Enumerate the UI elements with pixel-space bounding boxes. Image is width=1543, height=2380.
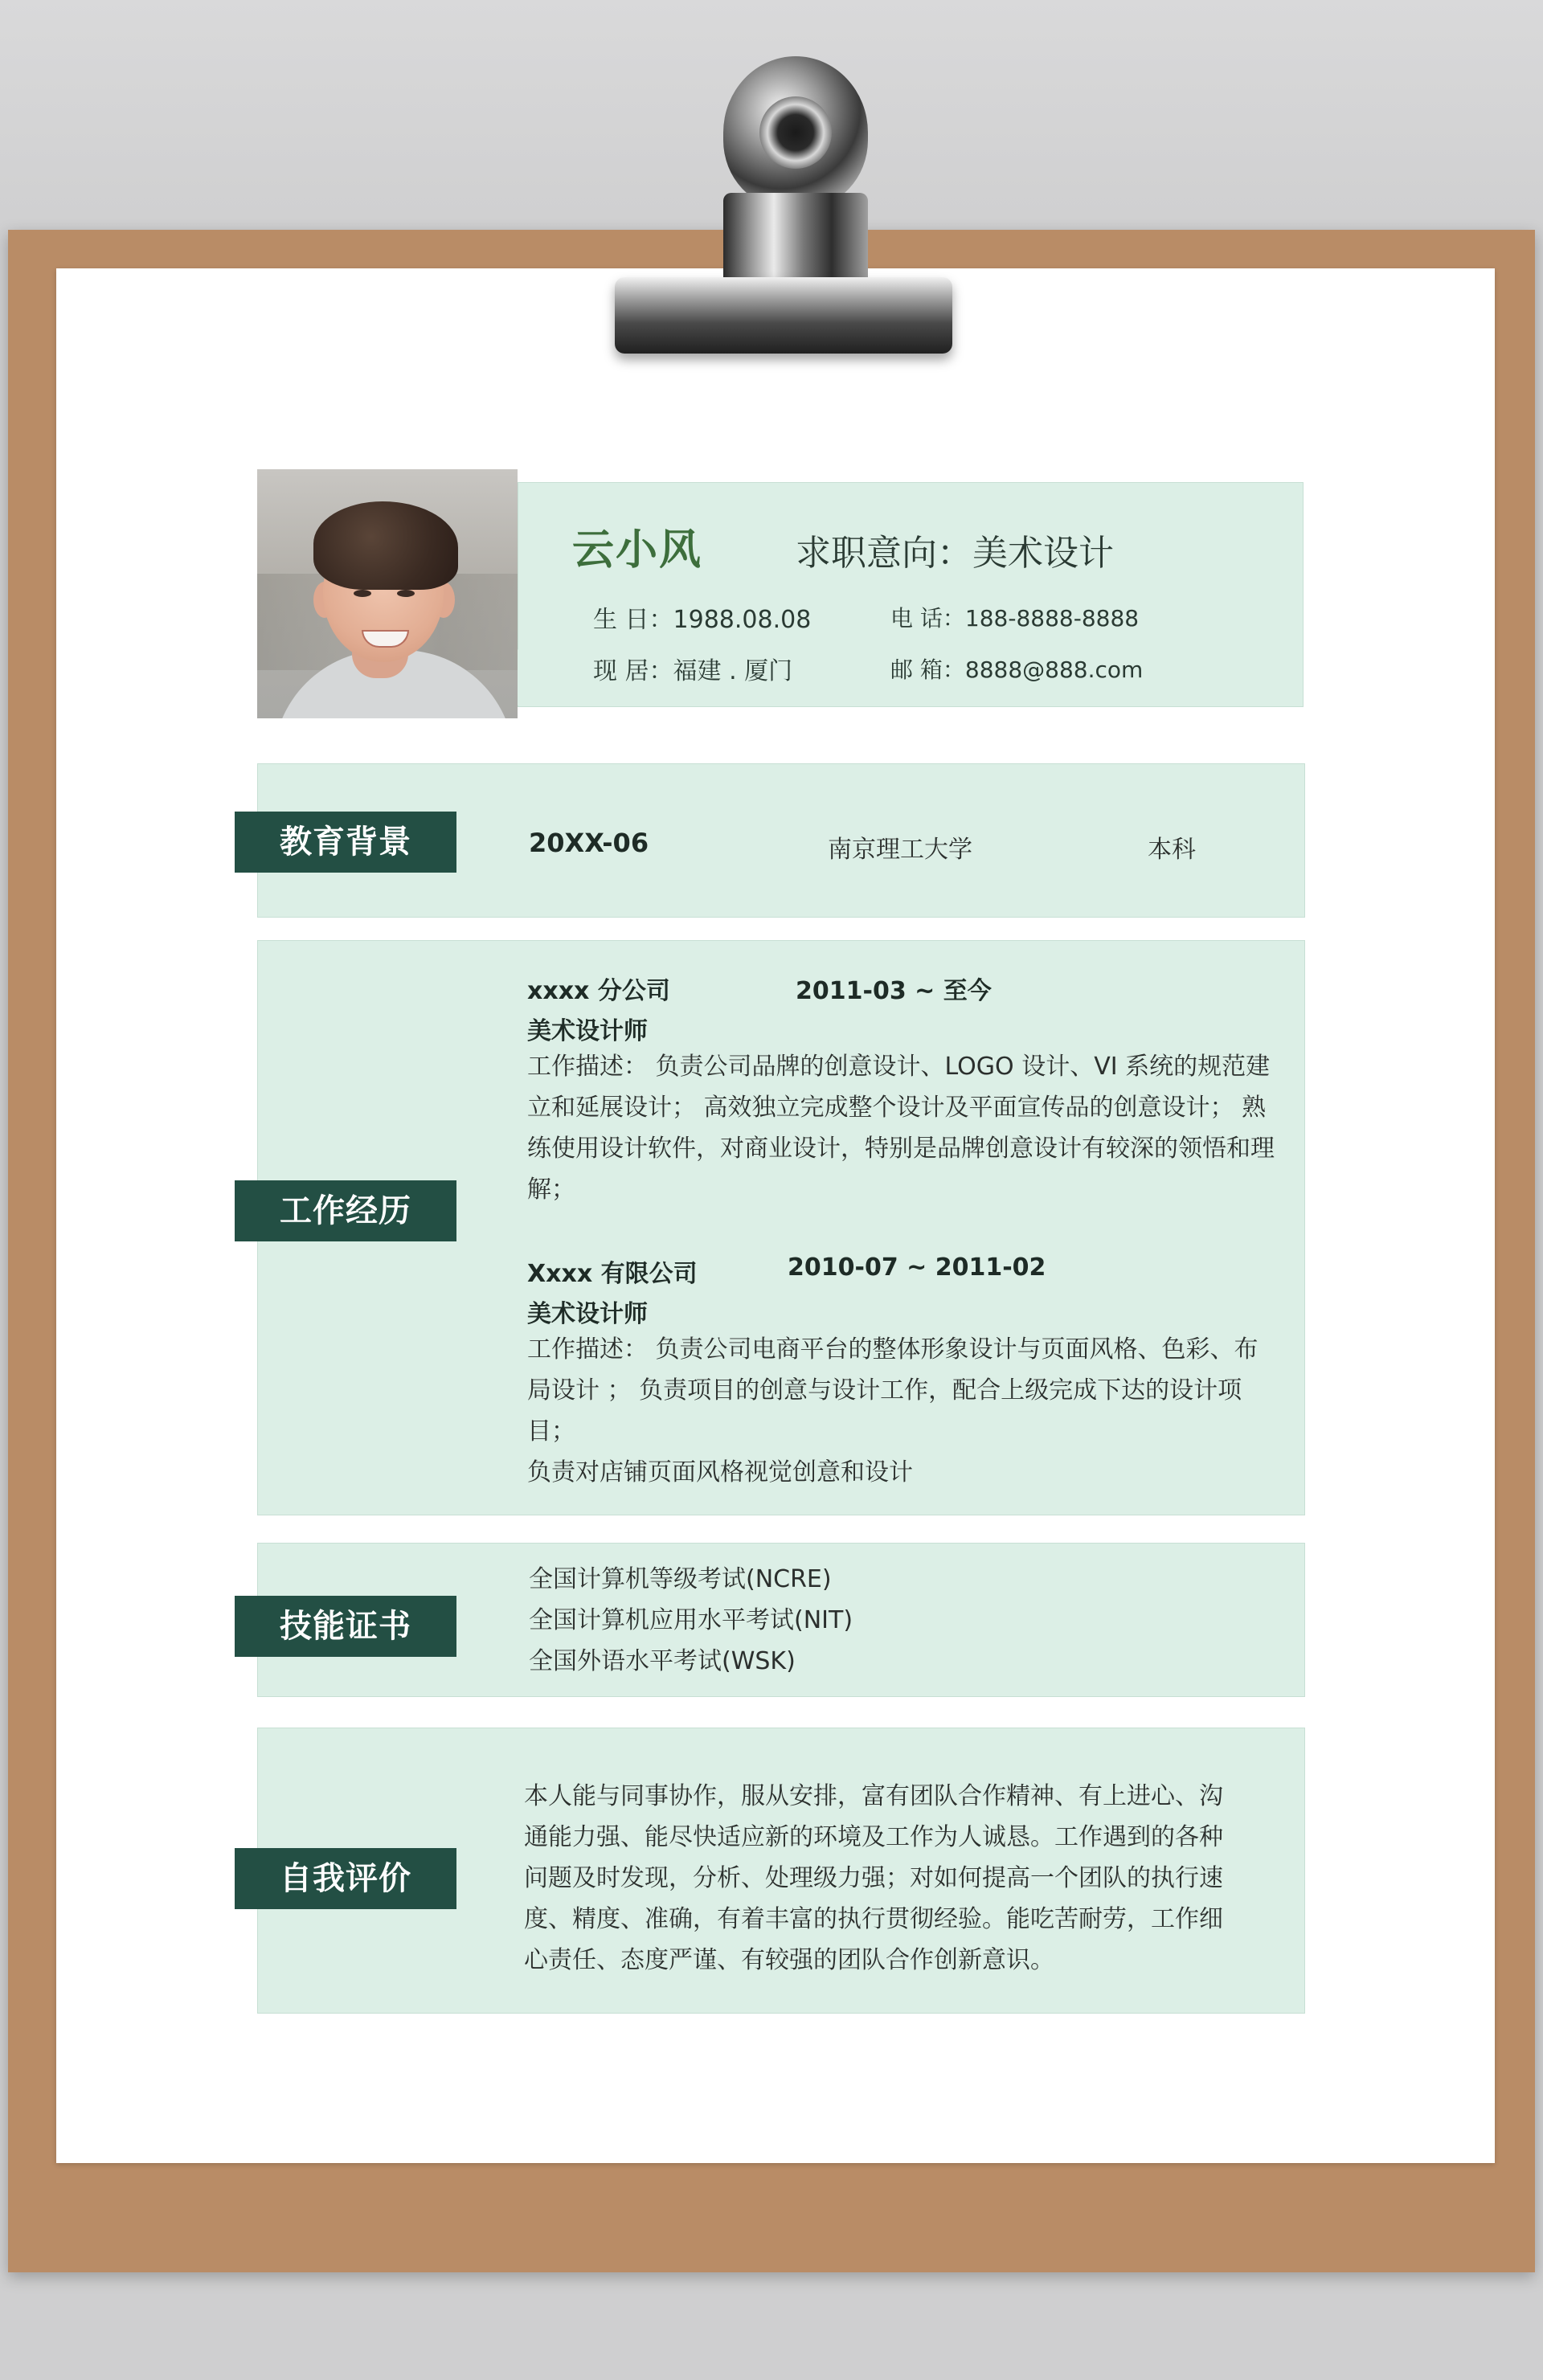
job-period: 2010-07 ~ 2011-02 — [788, 1253, 1046, 1282]
birth-label: 生 日： — [593, 606, 673, 634]
email-info — [890, 652, 1143, 685]
skill-item: 全国计算机等级考试(NCRE) — [529, 1565, 832, 1593]
job-period: 2011-03 ~ 至今 — [796, 977, 992, 1005]
job-company: xxxx 分公司 — [527, 977, 670, 1005]
self-eval-line: 问题及时发现，分析、处理级力强；对如何提高一个团队的执行速 — [524, 1864, 1223, 1892]
self-eval-line: 度、精度、准确，有着丰富的执行贯彻经验。能吃苦耐劳，工作细 — [524, 1905, 1223, 1933]
self-eval-line: 心责任、态度严谨、有较强的团队合作创新意识。 — [524, 1946, 1054, 1974]
education-date: 20XX-06 — [529, 828, 649, 858]
skill-item: 全国外语水平考试(WSK) — [529, 1647, 796, 1675]
residence-info — [593, 651, 792, 686]
job-description-line: 负责对店铺页面风格视觉创意和设计 — [527, 1458, 913, 1486]
education-tag: 教育背景 — [235, 812, 456, 873]
job-title: 美术设计师 — [527, 1300, 648, 1328]
birth-value: 1988.08.08 — [673, 606, 812, 634]
binder-clip — [579, 48, 948, 354]
residence-label: 现 居： — [593, 657, 673, 685]
phone-label: 电 话： — [890, 605, 965, 632]
self-eval-line: 通能力强、能尽快适应新的环境及工作为人诚恳。工作遇到的各种 — [524, 1823, 1223, 1851]
self-eval-text — [524, 1776, 1247, 1981]
clip-hole — [759, 96, 832, 169]
profile-photo — [257, 469, 518, 718]
job-description-line: 工作描述： 负责公司电商平台的整体形象设计与页面风格、色彩、布 — [527, 1335, 1259, 1364]
email-value: 8888@888.com — [964, 656, 1144, 683]
work-tag: 工作经历 — [235, 1180, 456, 1241]
header-notch — [518, 649, 590, 705]
self-eval-line: 本人能与同事协作，服从安排，富有团队合作精神、有上进心、沟 — [524, 1782, 1223, 1810]
photo-hair — [313, 501, 458, 590]
job-title: 美术设计师 — [527, 1017, 648, 1045]
photo-eye-left — [354, 590, 371, 597]
job-description — [527, 1329, 1283, 1493]
job-description-line: 练使用设计软件，对商业设计，特别是品牌创意设计有较深的领悟和理 — [527, 1135, 1275, 1163]
candidate-name: 云小风 — [572, 526, 703, 575]
skills-list — [529, 1559, 853, 1682]
clip-base — [615, 277, 952, 354]
job-description-line: 解； — [527, 1176, 575, 1204]
job-description-line: 局设计 ； 负责项目的创意与设计工作，配合上级完成下达的设计项目； — [527, 1376, 1242, 1446]
job-description-line: 工作描述： 负责公司品牌的创意设计、LOGO 设计、VI 系统的规范建 — [527, 1053, 1271, 1081]
job-company: Xxxx 有限公司 — [527, 1260, 698, 1288]
skills-tag: 技能证书 — [235, 1596, 456, 1657]
self-eval-tag: 自我评价 — [235, 1848, 456, 1909]
job-intent: 求职意向：美术设计 — [796, 533, 1114, 574]
phone-info — [890, 601, 1139, 633]
email-label: 邮 箱： — [890, 656, 965, 683]
job-description-line: 立和延展设计； 高效独立完成整个设计及平面宣传品的创意设计； 熟 — [527, 1094, 1267, 1122]
job-description — [527, 1046, 1283, 1210]
residence-value: 福建 . 厦门 — [673, 657, 793, 685]
phone-value: 188-8888-8888 — [964, 605, 1140, 632]
education-degree: 本科 — [1148, 836, 1196, 864]
birth-info — [593, 599, 811, 635]
photo-eye-right — [397, 590, 415, 597]
education-school: 南京理工大学 — [828, 836, 972, 864]
skill-item: 全国计算机应用水平考试(NIT) — [529, 1606, 853, 1634]
